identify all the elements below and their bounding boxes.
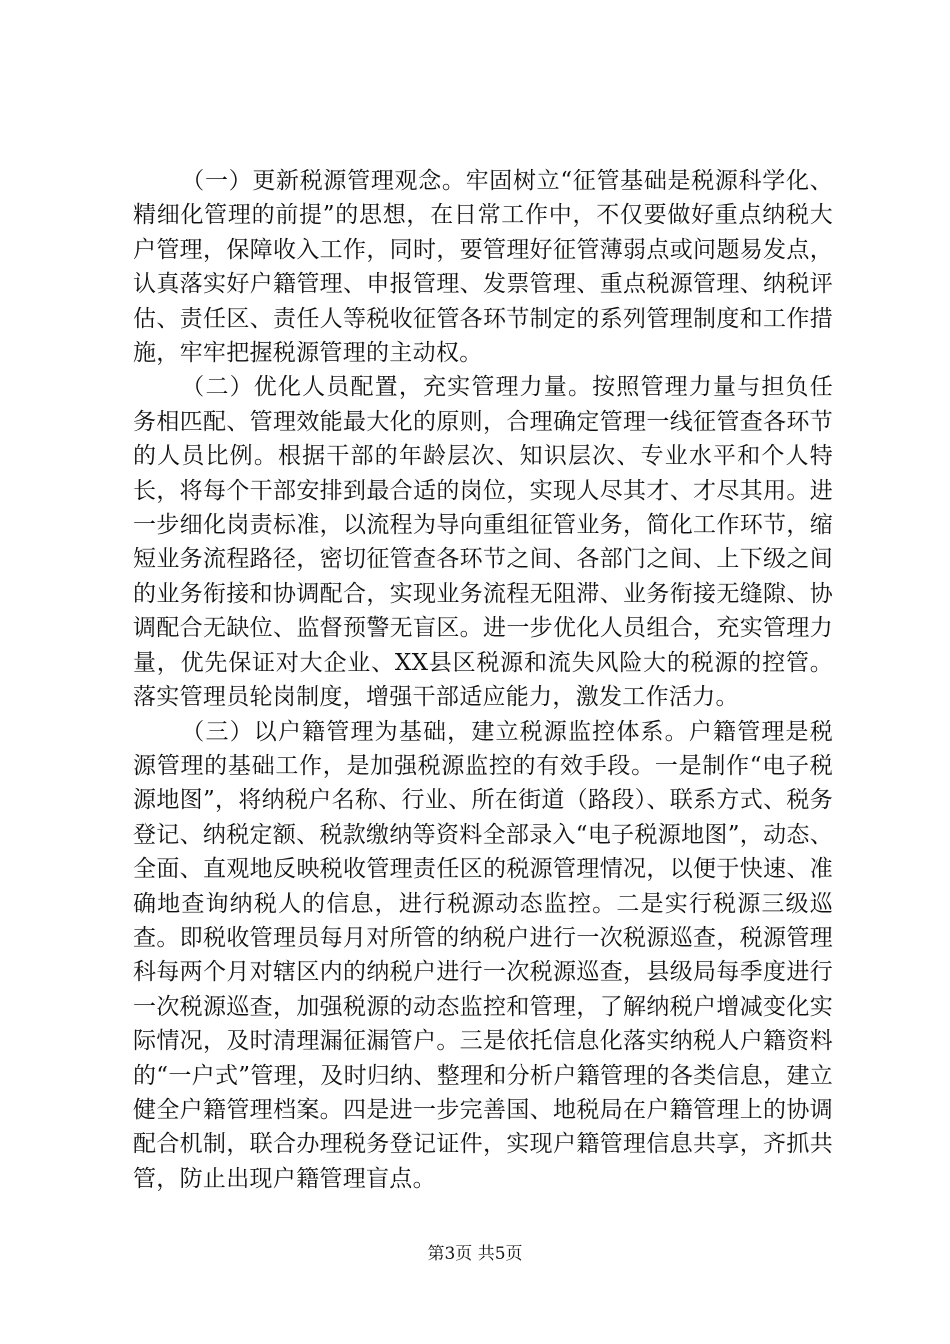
page-number-label: 第3页 共5页 bbox=[427, 1244, 523, 1264]
page-footer bbox=[0, 1243, 950, 1265]
paragraph-3: （三）以户籍管理为基础，建立税源监控体系。户籍管理是税源管理的基础工作，是加强税源监控的有效手段。一是制作“电子税源地图”，将纳税户名称、行业、所在街道（路段）、联系方式、税务登记、纳税定额、税款缴纳等资料全部录入“电子税源地图”，动态、全面、直观地反映税收管理责任区的税源管理情况，以便于快速、准确地查询纳税人的信息，进行税源动态监控。二是实行税源三级巡查。即税收管理员每月对所管的纳税户进行一次税源巡查，税源管理科每两个月对辖区内的纳税户进行一次税源巡查，县级局每季度进行一次税源巡查，加强税源的动态监控和管理，了解纳税户增减变化实际情况，及时清理漏征漏管户。三是依托信息化落实纳税人户籍资料的“一户式”管理，及时归纳、整理和分析户籍管理的各类信息，建立健全户籍管理档案。四是进一步完善国、地税局在户籍管理上的协调配合机制，联合办理税务登记证件，实现户籍管理信息共享，齐抓共管，防止出现户籍管理盲点。 bbox=[133, 718, 833, 1192]
document-body bbox=[133, 164, 833, 1196]
paragraph-1: （一）更新税源管理观念。牢固树立“征管基础是税源科学化、精细化管理的前提”的思想，在日常工作中，不仅要做好重点纳税大户管理，保障收入工作，同时，要管理好征管薄弱点或问题易发点，认真落实好户籍管理、申报管理、发票管理、重点税源管理、纳税评估、责任区、责任人等税收征管各环节制定的系列管理制度和工作措施，牢牢把握税源管理的主动权。 bbox=[133, 168, 833, 367]
paragraph-2: （二）优化人员配置，充实管理力量。按照管理力量与担负任务相匹配、管理效能最大化的原则，合理确定管理一线征管查各环节的人员比例。根据干部的年龄层次、知识层次、专业水平和个人特长，将每个干部安排到最合适的岗位，实现人尽其才、才尽其用。进一步细化岗责标准，以流程为导向重组征管业务，简化工作环节，缩短业务流程路径，密切征管查各环节之间、各部门之间、上下级之间的业务衔接和协调配合，实现业务流程无阻滞、业务衔接无缝隙、协调配合无缺位、监督预警无盲区。进一步优化人员组合，充实管理力量，优先保证对大企业、XX县区税源和流失风险大的税源的控管。落实管理员轮岗制度，增强干部适应能力，激发工作活力。 bbox=[133, 374, 833, 711]
